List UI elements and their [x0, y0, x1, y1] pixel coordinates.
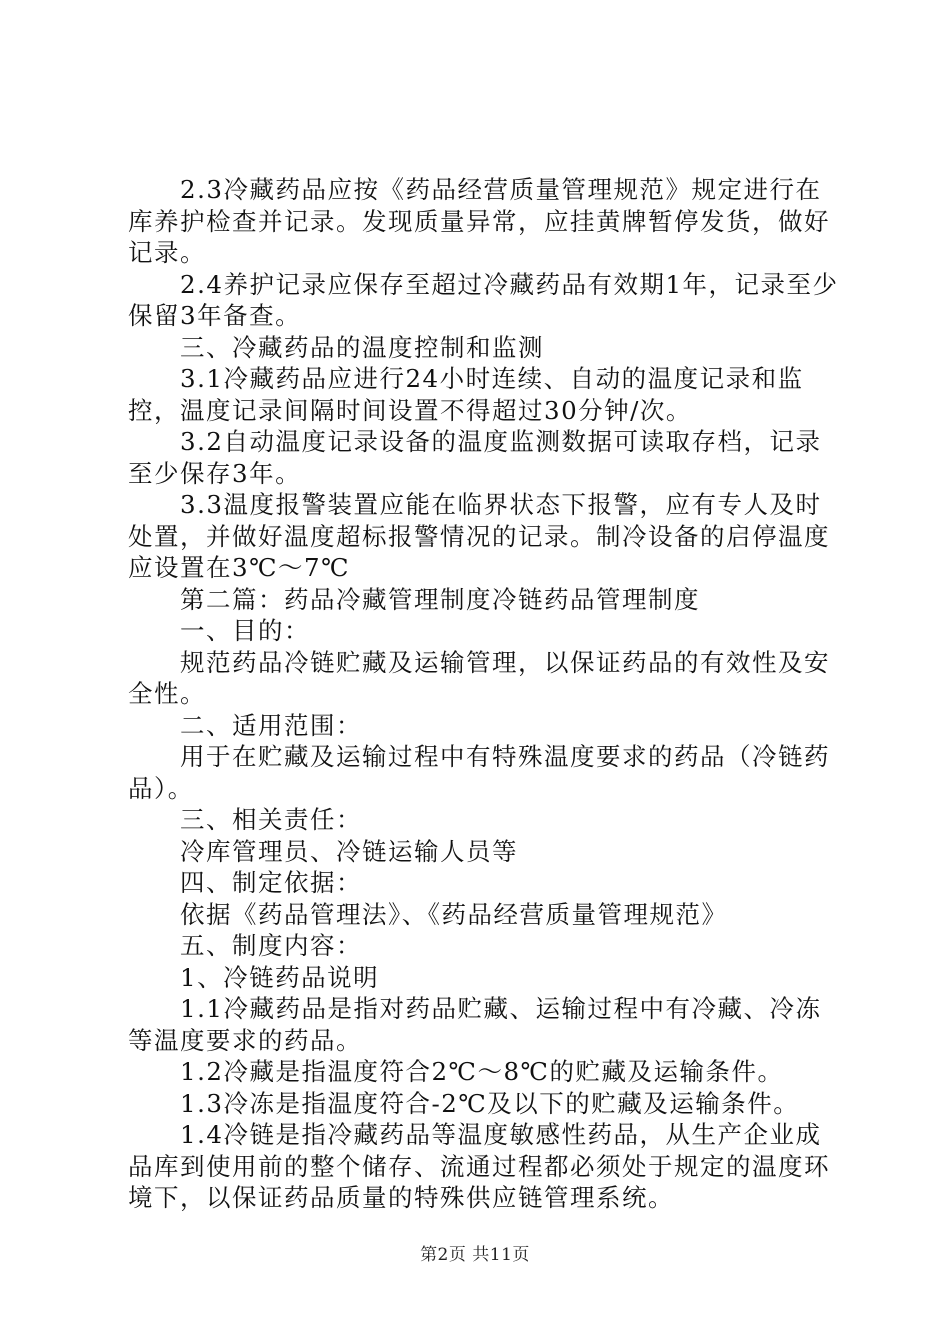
heading-scope: 二、适用范围： [180, 710, 362, 740]
paragraph-basis: 依据《药品管理法》、《药品经营质量管理规范》 [180, 899, 728, 929]
paragraph-purpose: 规范药品冷链贮藏及运输管理，以保证药品的有效性及安全性。 [128, 647, 830, 708]
heading-basis: 四、制定依据： [180, 868, 362, 897]
paragraph-2-3: 2.3冷藏药品应按《药品经营质量管理规范》规定进行在库养护检查并记录。发现质量异常，应挂黄牌暂停发货，做好记录。 [128, 175, 830, 267]
paragraph-3-3: 3.3温度报警装置应能在临界状态下报警，应有专人及时处置，并做好温度超标报警情况的记录。制冷设备的启停温度应设置在3℃～7℃ [128, 490, 830, 582]
paragraph-1-2: 1.2冷藏是指温度符合2℃～8℃的贮藏及运输条件。 [180, 1057, 784, 1086]
paragraph-1-4: 1.4冷链是指冷藏药品等温度敏感性药品，从生产企业成品库到使用前的整个储存、流通过程都必须处于规定的温度环境下，以保证药品质量的特殊供应链管理系统。 [128, 1120, 830, 1212]
chapter-heading-2: 第二篇：药品冷藏管理制度冷链药品管理制度 [180, 584, 700, 614]
heading-content: 五、制度内容： [180, 931, 362, 960]
heading-cold-chain-description: 1、冷链药品说明 [180, 962, 380, 992]
heading-purpose: 一、目的： [180, 616, 310, 645]
paragraph-3-2: 3.2自动温度记录设备的温度监测数据可读取存档，记录至少保存3年。 [128, 427, 822, 488]
paragraph-1-1: 1.1冷藏药品是指对药品贮藏、运输过程中有冷藏、冷冻等温度要求的药品。 [128, 994, 822, 1055]
paragraph-1-3: 1.3冷冻是指温度符合-2℃及以下的贮藏及运输条件。 [180, 1088, 800, 1118]
paragraph-3-1: 3.1冷藏药品应进行24小时连续、自动的温度记录和监控，温度记录间隔时间设置不得超过30分钟/次。 [128, 364, 804, 425]
page-footer: 第2页 共11页 [420, 1245, 530, 1265]
paragraph-scope: 用于在贮藏及运输过程中有特殊温度要求的药品（冷链药品）。 [128, 742, 830, 803]
paragraph-2-4: 2.4养护记录应保存至超过冷藏药品有效期1年，记录至少保留3年备查。 [128, 269, 839, 330]
paragraph-responsibility: 冷库管理员、冷链运输人员等 [180, 836, 518, 866]
section-heading-3: 三、冷藏药品的温度控制和监测 [180, 332, 544, 362]
heading-responsibility: 三、相关责任： [180, 805, 362, 834]
document-body [128, 174, 840, 1214]
